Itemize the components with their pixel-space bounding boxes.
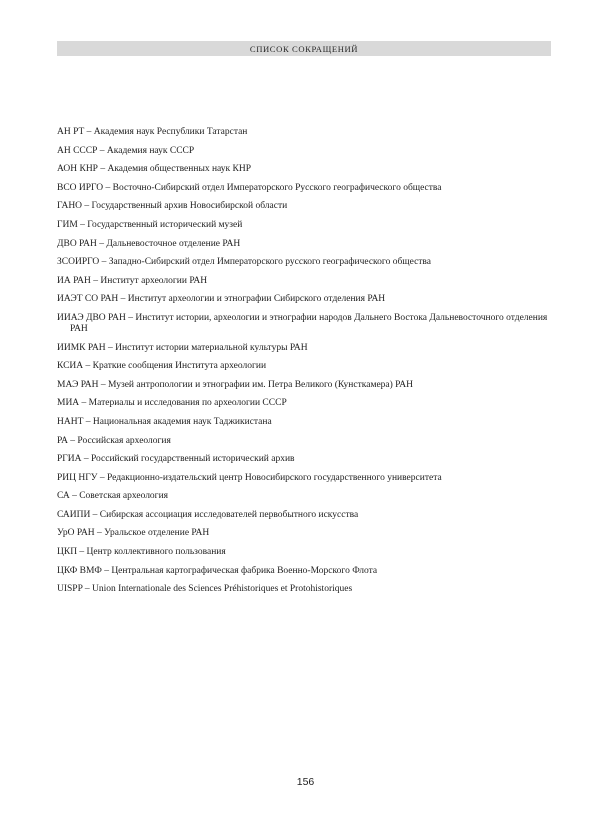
list-item: СА – Советская археология: [57, 491, 169, 502]
list-item: РГИА – Российский государственный исторический архив: [57, 454, 295, 465]
list-item: УрО РАН – Уральское отделение РАН: [57, 528, 210, 539]
list-item: АОН КНР – Академия общественных наук КНР: [57, 164, 251, 175]
list-item: ИАЭТ СО РАН – Институт археологии и этнографии Сибирского отделения РАН: [57, 294, 386, 305]
list-item: КСИА – Краткие сообщения Института археологии: [57, 361, 267, 372]
list-item: НАНТ – Национальная академия наук Таджикистана: [57, 416, 272, 427]
list-item: ИА РАН – Институт археологии РАН: [57, 275, 208, 286]
list-item: МАЭ РАН – Музей антропологии и этнографии им. Петра Великого (Кунсткамера) РАН: [57, 379, 413, 390]
list-item: ДВО РАН – Дальневосточное отделение РАН: [57, 238, 241, 249]
section-header-bar: [57, 41, 551, 56]
list-item: САИПИ – Сибирская ассоциация исследователей первобытного искусства: [57, 509, 359, 520]
list-item: ИИАЭ ДВО РАН – Институт истории, археологии и этнографии народов Дальнего Востока Дальневосточного отделения РАН: [57, 312, 548, 334]
list-item: АН СССР – Академия наук СССР: [57, 145, 195, 156]
list-item: РА – Российская археология: [57, 435, 171, 446]
list-item: UISPP – Union Internationale des Sciences Préhistoriques et Protohistoriques: [57, 584, 353, 595]
list-item: ВСО ИРГО – Восточно-Сибирский отдел Императорского Русского географического общества: [57, 182, 442, 193]
list-item: АН РТ – Академия наук Республики Татарстан: [57, 127, 248, 137]
list-item: ЦКП – Центр коллективного пользования: [57, 547, 226, 558]
list-item: ГАНО – Государственный архив Новосибирской области: [57, 201, 288, 212]
list-item: МИА – Материалы и исследования по археологии СССР: [57, 398, 287, 409]
list-item: РИЦ НГУ – Редакционно-издательский центр Новосибирского государственного университета: [57, 472, 442, 483]
list-item: ГИМ – Государственный исторический музей: [57, 219, 243, 230]
page-number: 156: [296, 776, 315, 788]
abbreviation-list: [57, 127, 553, 603]
list-item: ЗСОИРГО – Западно-Сибирский отдел Императорского русского географического общества: [57, 257, 432, 268]
page-title: СПИСОК СОКРАЩЕНИЙ: [249, 43, 359, 54]
list-item: ЦКФ ВМФ – Центральная картографическая фабрика Военно-Морского Флота: [57, 565, 378, 576]
list-item: ИИМК РАН – Институт истории материальной культуры РАН: [57, 342, 308, 353]
